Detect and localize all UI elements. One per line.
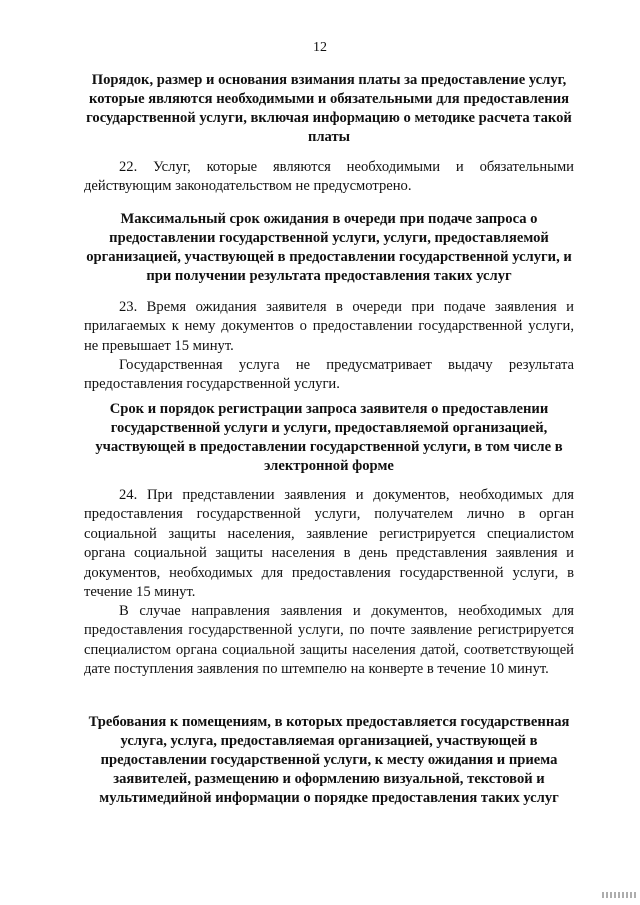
section-heading-fee: Порядок, размер и основания взимания платы за предоставление услуг, которые являются необходимыми и обязательными для предоставления государственной услуги, включая информацию о методике расчета такой платы	[86, 72, 572, 145]
paragraph-24-b: В случае направления заявления и документов, необходимых для предоставления государственной услуги, по почте заявление регистрируется специалистом органа социальной защиты населения датой, соответствующей дате поступления заявления по штемпелю на конверте в течение 10 минут.	[84, 603, 574, 678]
paragraph-23-b: Государственная услуга не предусматривает выдачу результата предоставления государственной услуги.	[84, 357, 574, 393]
paragraph-22: 22. Услуг, которые являются необходимыми и обязательными действующим законодательством не предусмотрено.	[84, 159, 574, 195]
page-number: 12	[313, 40, 327, 55]
section-heading-registration: Срок и порядок регистрации запроса заявителя о предоставлении государственной услуги и услуги, предоставляемой организацией, участвующей в предоставлении государственной услуги, в том числе в электронной форме	[95, 401, 563, 474]
paragraph-24-a: 24. При представлении заявления и документов, необходимых для предоставления государственной услуги, получателем лично в орган социальной защиты населения, заявление регистрируется специалистом органа социальной защиты населения в день представления заявления и документов, необходимых для предоставления государственной услуги, в течение 15 минут.	[84, 487, 574, 601]
scan-artifact	[602, 892, 636, 898]
paragraph-23-a: 23. Время ожидания заявителя в очереди при подаче заявления и прилагаемых к нему документов о предоставлении государственной услуги, не превышает 15 минут.	[84, 299, 574, 354]
section-heading-premises: Требования к помещениям, в которых предоставляется государственная услуга, услуга, предоставляемая организацией, участвующей в предоставлении государственной услуги, к месту ожидания и приема заявителей, размещению и оформлению визуальной, текстовой и мультимедийной информации о порядке предоставления таких услуг	[88, 714, 570, 806]
section-heading-queue: Максимальный срок ожидания в очереди при подаче запроса о предоставлении государственной услуги, услуги, предоставляемой организацией, участвующей в предоставлении государственной услуги, и при получении результата предоставления таких услуг	[86, 211, 572, 284]
